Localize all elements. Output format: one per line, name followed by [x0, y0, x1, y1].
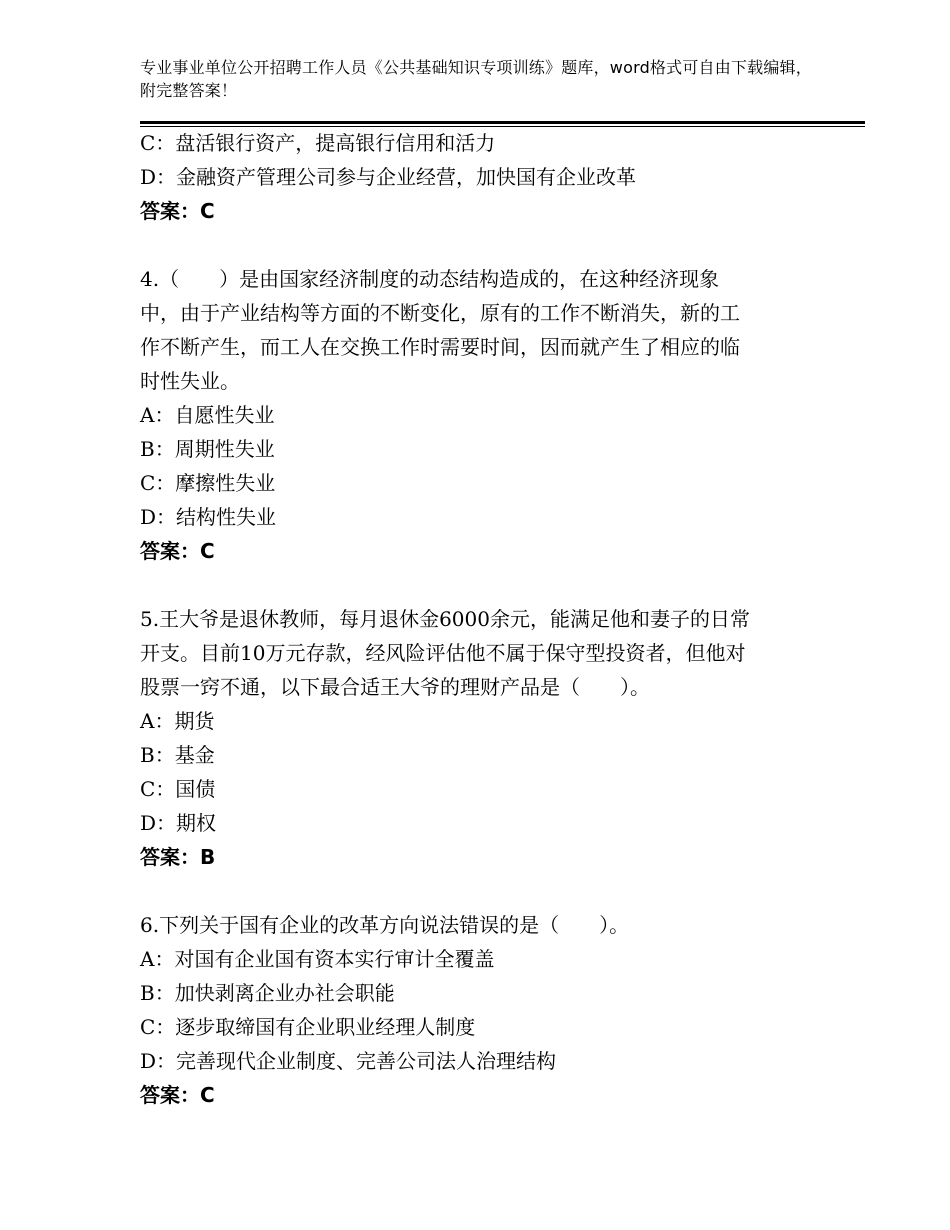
- page-header: 专业事业单位公开招聘工作人员《公共基础知识专项训练》题库，word格式可自由下载编辑，附完整答案！: [140, 58, 812, 100]
- option-d: D：金融资产管理公司参与企业经营，加快国有企业改革: [140, 165, 637, 189]
- question-content: [140, 126, 805, 1112]
- question-stem-line: 6.下列关于国有企业的改革方向说法错误的是（ ）。: [140, 913, 630, 937]
- option-d: D：结构性失业: [140, 505, 277, 529]
- question-stem-line: 时性失业。: [140, 369, 240, 393]
- option-c: C：摩擦性失业: [140, 471, 276, 495]
- header-rule-thick: [140, 121, 865, 124]
- option-c: C：国债: [140, 777, 216, 801]
- option-d: D：期权: [140, 811, 217, 835]
- answer-label: 答案：: [140, 1083, 200, 1107]
- answer-label: 答案：: [140, 845, 200, 869]
- option-b: B：加快剥离企业办社会职能: [140, 981, 395, 1005]
- question-stem-line: 4.（ ）是由国家经济制度的动态结构造成的，在这种经济现象: [140, 267, 720, 291]
- option-c: C：盘活银行资产，提高银行信用和活力: [140, 131, 496, 155]
- question-stem-line: 股票一窍不通，以下最合适王大爷的理财产品是（ ）。: [140, 675, 650, 699]
- option-b: B：基金: [140, 743, 215, 767]
- answer-line: [140, 1078, 805, 1112]
- answer-label: 答案：: [140, 199, 200, 223]
- spacer: [140, 568, 805, 602]
- answer-value: C: [200, 199, 215, 223]
- answer-value: C: [200, 1083, 215, 1107]
- question-5: [140, 602, 805, 874]
- answer-value: B: [200, 845, 216, 869]
- question-stem-line: 5.王大爷是退休教师，每月退休金6000余元，能满足他和妻子的日常: [140, 607, 750, 631]
- option-d: D：完善现代企业制度、完善公司法人治理结构: [140, 1049, 557, 1073]
- option-a: A：期货: [140, 709, 215, 733]
- spacer: [140, 874, 805, 908]
- question-6: [140, 908, 805, 1112]
- answer-label: 答案：: [140, 539, 200, 563]
- option-a: A：自愿性失业: [140, 403, 275, 427]
- answer-line: [140, 534, 805, 568]
- continued-question: [140, 126, 805, 228]
- question-4: [140, 262, 805, 568]
- answer-value: C: [200, 539, 215, 563]
- question-stem-line: 开支。目前10万元存款，经风险评估他不属于保守型投资者，但他对: [140, 641, 746, 665]
- question-stem-line: 中，由于产业结构等方面的不断变化，原有的工作不断消失，新的工: [140, 301, 740, 325]
- option-b: B：周期性失业: [140, 437, 275, 461]
- spacer: [140, 228, 805, 262]
- option-a: A：对国有企业国有资本实行审计全覆盖: [140, 947, 495, 971]
- question-stem-line: 作不断产生，而工人在交换工作时需要时间，因而就产生了相应的临: [140, 335, 740, 359]
- answer-line: [140, 840, 805, 874]
- answer-line: [140, 194, 805, 228]
- option-c: C：逐步取缔国有企业职业经理人制度: [140, 1015, 476, 1039]
